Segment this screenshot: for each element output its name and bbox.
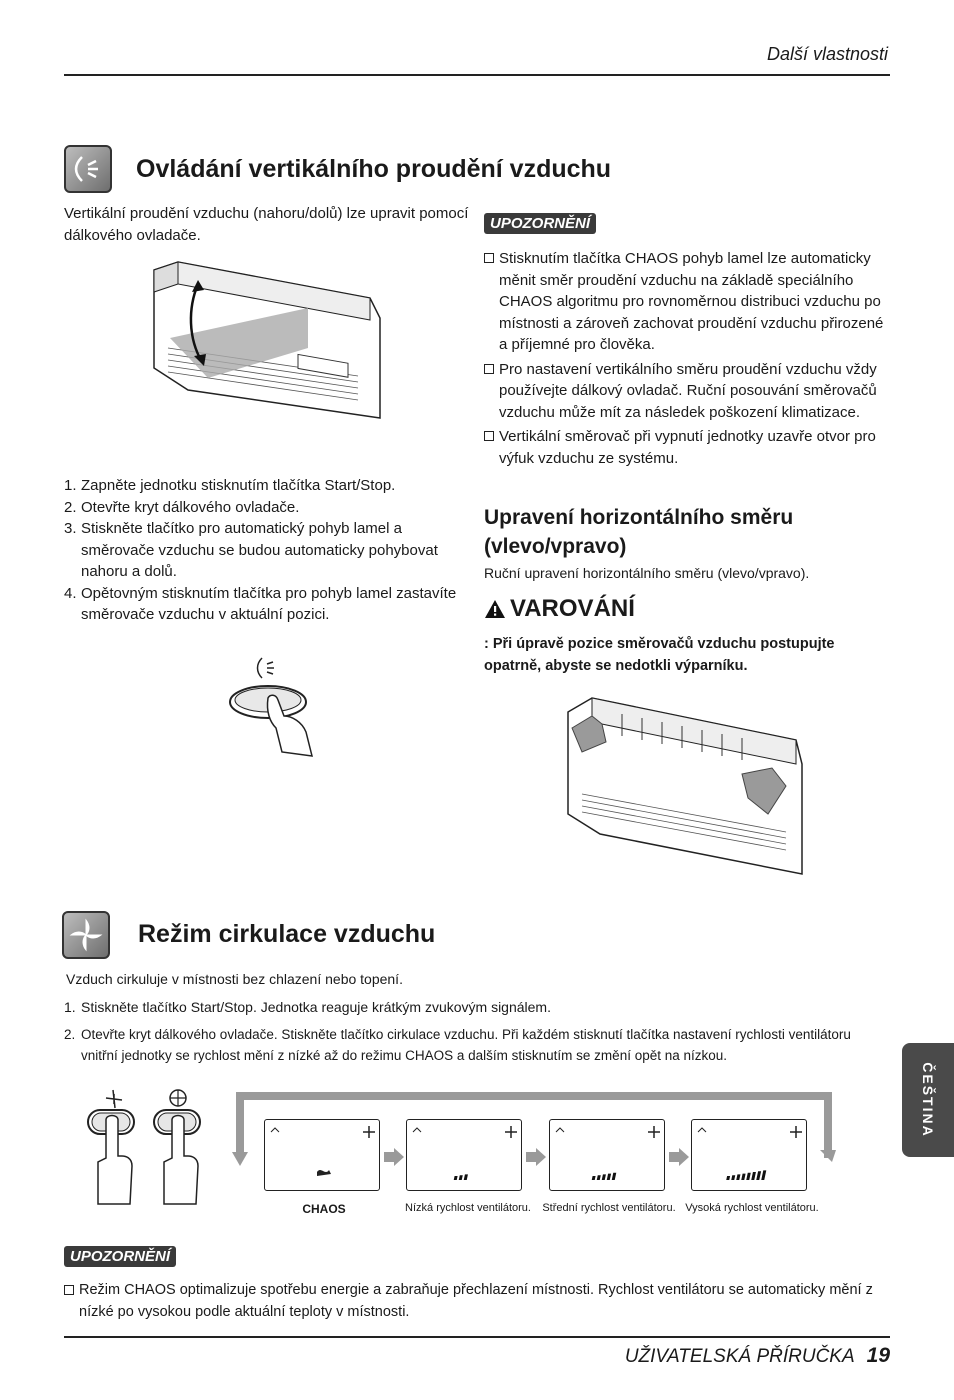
checkbox-icon [484, 364, 494, 374]
circulation-button-press [154, 1090, 200, 1204]
horizontal-text: Ruční upravení horizontálního směru (vlevo/vpravo). [484, 565, 810, 581]
language-tab: ČEŠTINA [902, 1043, 954, 1157]
caution-item: Stisknutím tlačítka CHAOS pohyb lamel lze automaticky měnit směr proudění vzduchu na základě speciálního CHAOS algoritmu pro rovnoměrnou distribuci vzduchu po místnosti a zároveň zachovat proudění vzduchu přirozené a příjemné pro člověka. [484, 248, 888, 356]
footer-rule [64, 1336, 890, 1338]
fan-buttons-illustration [84, 1086, 216, 1212]
circulation-intro: Vzduch cirkuluje v místnosti bez chlazení nebo topení. [66, 971, 403, 987]
step-text: Stiskněte tlačítko Start/Stop. Jednotka reaguje krátkým zvukovým signálem. [81, 999, 551, 1015]
fan-speed-bar [741, 1174, 745, 1180]
swing-icon [64, 145, 112, 193]
checkbox-icon [64, 1285, 74, 1295]
step-text: Stiskněte tlačítko pro automatický pohyb lamel a směrovače vzduchu se budou automaticky pohybovat nahoru a dolů. [81, 520, 438, 580]
fan-speed-bar [751, 1172, 756, 1180]
list-item: 2. Otevřte kryt dálkového ovladače. [64, 497, 470, 519]
warning-label: VAROVÁNÍ [510, 595, 635, 622]
fan-button-press [88, 1090, 134, 1204]
display-chaos-content [265, 1120, 379, 1190]
header-section-title: Další vlastnosti [766, 44, 888, 64]
display-low [406, 1119, 522, 1191]
step-text: Otevřte kryt dálkového ovladače. Stiskněte tlačítko cirkulace vzduchu. Při každém stisknutí tlačítka nastavení rychlosti ventilátoru vnitřní jednotky se rychlost mění z nízké až do režimu CHAOS a dalším stisknutím se změní opět na nízkou. [81, 1027, 851, 1063]
fan-speed-bar [454, 1176, 458, 1180]
circulation-steps [64, 997, 890, 1066]
fan-speed-bar [464, 1174, 468, 1180]
unit-vertical-illustration [148, 258, 388, 428]
checkbox-icon [484, 431, 494, 441]
fan-speed-bar [607, 1174, 611, 1180]
footer [625, 1344, 890, 1368]
fan-speed-bar [731, 1175, 735, 1180]
caution-badge: UPOZORNĚNÍ [484, 213, 596, 234]
warning-heading [484, 595, 635, 623]
section-title-circulation: Režim cirkulace vzduchu [138, 920, 436, 948]
caption-high: Vysoká rychlost ventilátoru. [685, 1202, 819, 1214]
fan-icon [62, 911, 110, 959]
list-item: 3. Stiskněte tlačítko pro automatický pohyb lamel a směrovače vzduchu se budou automaticky pohybovat nahoru a dolů. [64, 518, 470, 583]
fan-speed-bar [736, 1174, 740, 1180]
fan-speed-bar [726, 1176, 730, 1180]
fan-speed-bar [592, 1176, 596, 1180]
warning-icon [484, 599, 506, 619]
step-text: Otevřte kryt dálkového ovladače. [81, 498, 300, 516]
step-text: Zapněte jednotku stisknutím tlačítka Start/Stop. [81, 477, 396, 494]
arrow-right-icon [384, 1148, 404, 1166]
caution-item: Vertikální směrovač při vypnutí jednotky uzavře otvor pro výfuk vzduchu ze systému. [484, 426, 888, 469]
display-high [691, 1119, 807, 1191]
caution-list [484, 248, 888, 469]
footer-manual-title: UŽIVATELSKÁ PŘÍRUČKA [624, 1346, 855, 1367]
warning-text: : Při úpravě pozice směrovačů vzduchu postupujte opatrně, abyste se nedotkli výparníku. [484, 636, 835, 674]
section-title-vertical: Ovládání vertikálního proudění vzduchu [136, 155, 612, 183]
list-item: 1. Zapněte jednotku stisknutím tlačítka Start/Stop. [64, 475, 470, 497]
step-text: Opětovným stisknutím tlačítka pro pohyb lamel zastavíte směrovače vzduchu v aktuální pozici. [81, 584, 457, 623]
arrow-right-icon [526, 1148, 546, 1166]
page-number: 19 [866, 1344, 890, 1367]
fan-speed-bar [597, 1175, 601, 1180]
vertical-steps [64, 475, 470, 626]
display-medium [549, 1119, 665, 1191]
subsection-title-horizontal: Upravení horizontálního směru (vlevo/vpravo) [484, 506, 794, 558]
fan-speed-bar [602, 1174, 606, 1180]
caption-chaos: CHAOS [302, 1202, 346, 1216]
list-item: 2. Otevřte kryt dálkového ovladače. Stiskněte tlačítko cirkulace vzduchu. Při každém stisknutí tlačítka nastavení rychlosti ventilátoru vnitřní jednotky se rychlost mění z nízké až do režimu CHAOS a dalším stisknutím se změní opět na nízkou. [64, 1024, 890, 1066]
fan-speed-bar [459, 1175, 463, 1180]
caption-low: Nízká rychlost ventilátoru. [405, 1202, 531, 1214]
arrow-right-icon [669, 1148, 689, 1166]
fan-speed-bar [746, 1173, 751, 1180]
caption-medium: Střední rychlost ventilátoru. [542, 1202, 676, 1214]
circulation-caution-item: Režim CHAOS optimalizuje spotřebu energie a zabraňuje přechlazení místnosti. Rychlost ventilátoru se automaticky mění z nízké po vysokou podle aktuální teploty v místnosti. [64, 1280, 886, 1323]
display-chaos [264, 1119, 380, 1191]
vertical-intro: Vertikální proudění vzduchu (nahoru/dolů) lze upravit pomocí dálkového ovladače. [64, 205, 469, 244]
header-rule [64, 74, 890, 76]
caution-item: Pro nastavení vertikálního směru proudění vzduchu vždy používejte dálkový ovladač. Ruční posouvání směrovačů vzduchu může mít za následek poškození klimatizace. [484, 359, 888, 424]
fan-speed-bar [756, 1171, 761, 1180]
swing-button-press-illustration [226, 652, 346, 764]
unit-horizontal-illustration [562, 694, 812, 882]
caution-badge-2: UPOZORNĚNÍ [64, 1246, 176, 1267]
checkbox-icon [484, 253, 494, 263]
list-item: 4. Opětovným stisknutím tlačítka pro pohyb lamel zastavíte směrovače vzduchu v aktuální pozici. [64, 583, 470, 626]
fan-speed-bar [612, 1173, 617, 1180]
list-item: 1. Stiskněte tlačítko Start/Stop. Jednotka reaguje krátkým zvukovým signálem. [64, 997, 890, 1018]
fan-speed-bar [761, 1170, 766, 1180]
